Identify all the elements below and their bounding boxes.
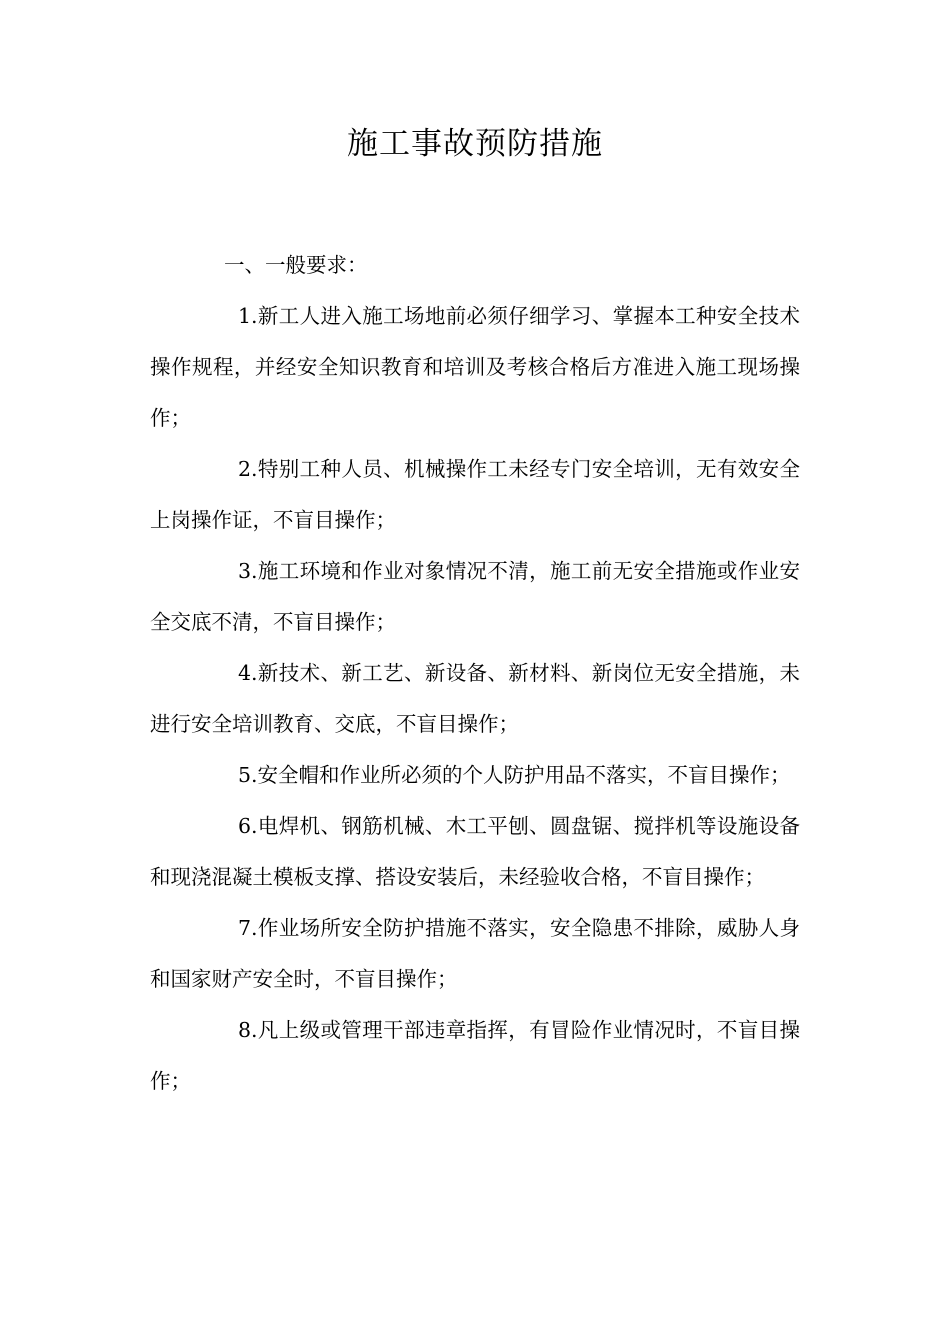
- requirement-item-4: 4.新技术、新工艺、新设备、新材料、新岗位无安全措施，未进行安全培训教育、交底，不盲目操作；: [150, 661, 800, 736]
- document-body: [150, 240, 800, 1107]
- requirement-item-5: 5.安全帽和作业所必须的个人防护用品不落实，不盲目操作；: [238, 763, 791, 787]
- requirement-item-3: 3.施工环境和作业对象情况不清，施工前无安全措施或作业安全交底不清，不盲目操作；: [150, 559, 800, 634]
- requirement-item-8: 8.凡上级或管理干部违章指挥，有冒险作业情况时，不盲目操作；: [150, 1018, 800, 1093]
- document-title: 施工事故预防措施: [347, 126, 603, 162]
- requirement-item-2: 2.特别工种人员、机械操作工未经专门安全培训，无有效安全上岗操作证，不盲目操作；: [150, 457, 800, 532]
- section-heading: 一、一般要求：: [224, 253, 368, 277]
- requirement-item-6: 6.电焊机、钢筋机械、木工平刨、圆盘锯、搅拌机等设施设备和现浇混凝土模板支撑、搭设安装后，未经验收合格，不盲目操作；: [150, 814, 800, 889]
- requirement-item-1: 1.新工人进入施工场地前必须仔细学习、掌握本工种安全技术操作规程，并经安全知识教育和培训及考核合格后方准进入施工现场操作；: [150, 304, 800, 430]
- requirement-item-7: 7.作业场所安全防护措施不落实，安全隐患不排除，威胁人身和国家财产安全时，不盲目操作；: [150, 916, 800, 991]
